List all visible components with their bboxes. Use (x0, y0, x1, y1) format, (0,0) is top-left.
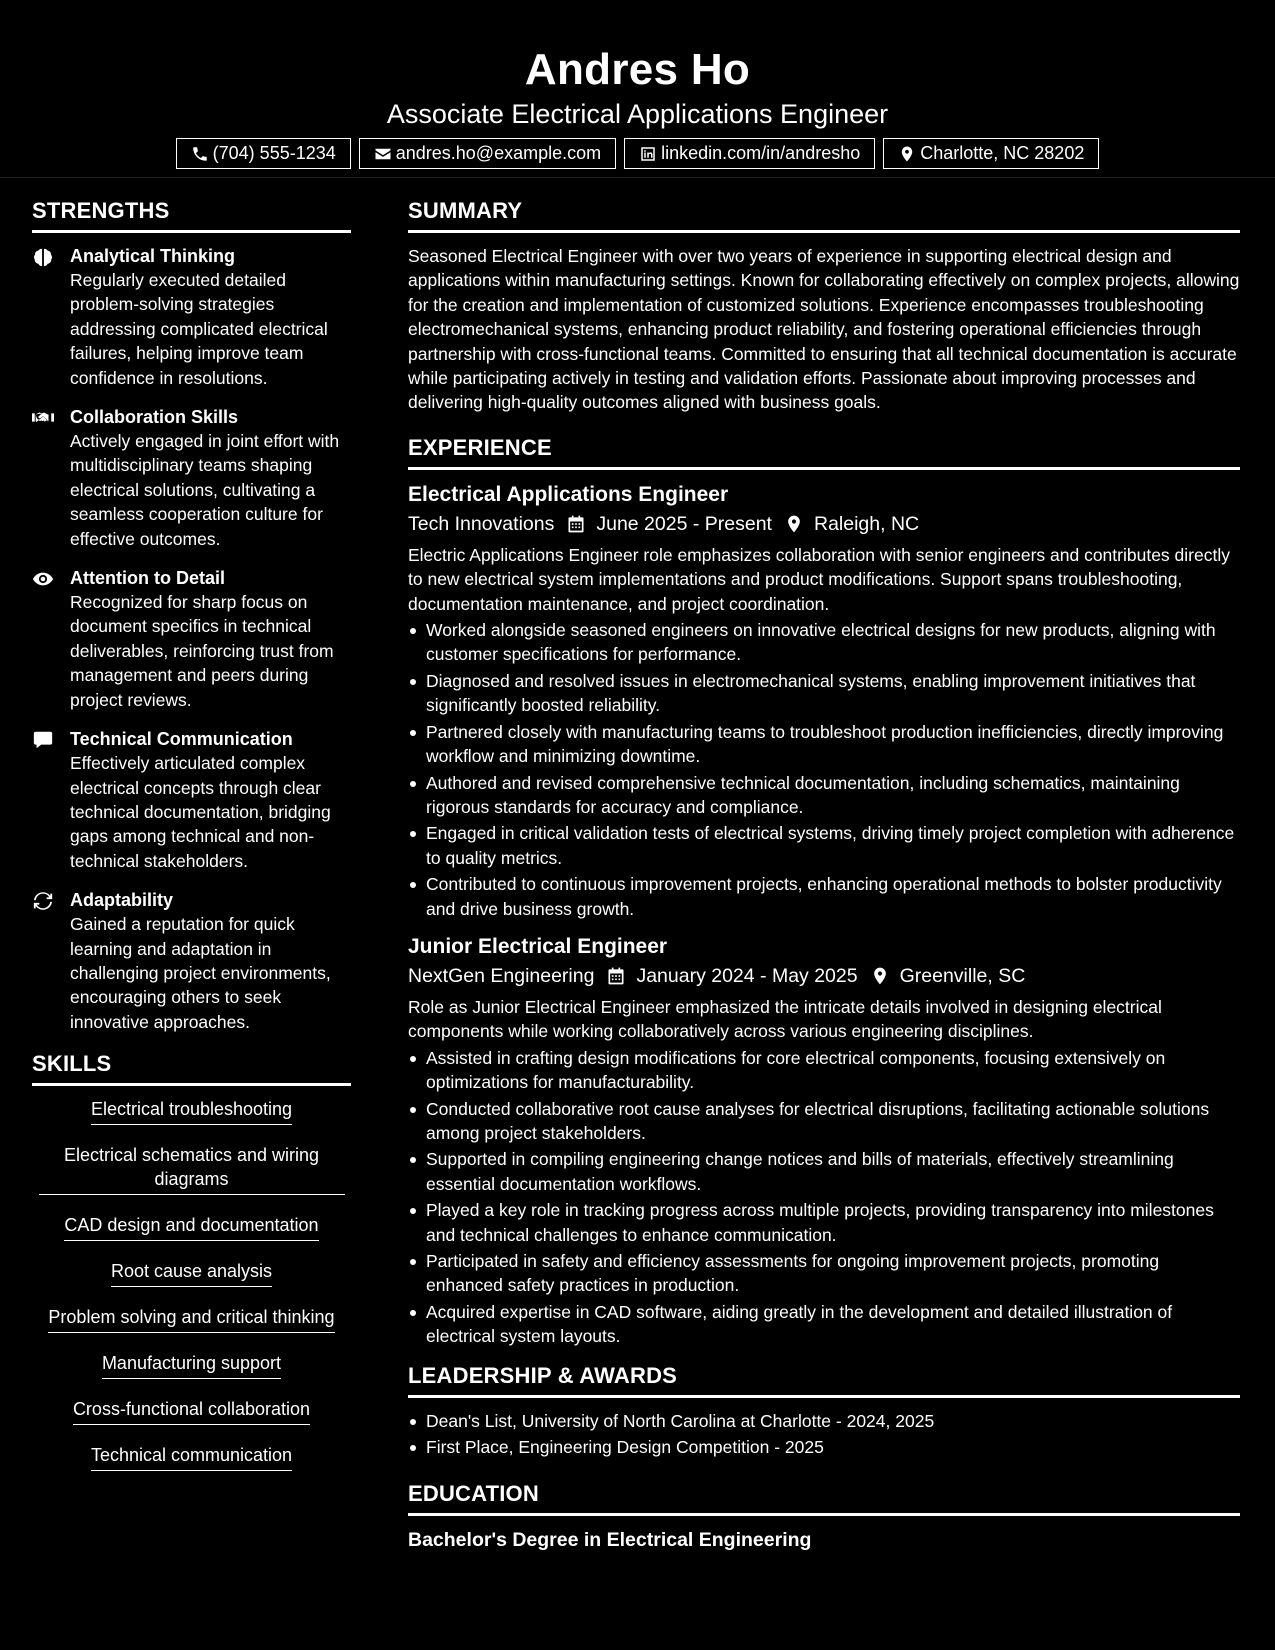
summary-heading: SUMMARY (408, 196, 1240, 233)
bullet-item: Supported in compiling engineering change notices and bills of materials, effectively streamlining essential documentation workflows. (408, 1147, 1240, 1196)
bullet-item: Conducted collaborative root cause analyses for electrical disruptions, facilitating actionable solutions among project stakeholders. (408, 1097, 1240, 1146)
contact-location[interactable] (883, 138, 1099, 169)
bullet-item: Worked alongside seasoned engineers on innovative electrical designs for new products, aligning with customer specifications for performance. (408, 618, 1240, 667)
strength-title: Analytical Thinking (70, 246, 236, 266)
skills-list (32, 1097, 351, 1489)
phone-icon (191, 145, 209, 163)
job-bullets (408, 1046, 1240, 1349)
resume-header (0, 0, 1275, 178)
strength-title: Adaptability (70, 890, 174, 911)
strength-desc: Effectively articulated complex electrical concepts through clear technical documentation, bridging gaps among technical and non-technical stakeholders. (70, 753, 331, 871)
left-column (32, 196, 351, 1489)
comment-icon (32, 729, 54, 751)
strength-item (32, 888, 351, 1034)
map-marker-icon (898, 145, 916, 163)
linkedin-text: linkedin.com/in/andresho (661, 143, 861, 163)
right-column (408, 196, 1240, 1553)
envelope-icon (374, 145, 392, 163)
contact-phone[interactable] (176, 138, 351, 169)
skills-heading: SKILLS (32, 1049, 351, 1086)
job-dates: January 2024 - May 2025 (636, 964, 858, 987)
skill-item: Cross-functional collaboration (73, 1397, 310, 1425)
candidate-name: Andres Ho (524, 45, 751, 94)
job-entry (408, 933, 1240, 1349)
bullet-item: Played a key role in tracking progress across multiple projects, providing transparency into milestones and technical challenges to enhance communication. (408, 1198, 1240, 1247)
awards-heading: LEADERSHIP & AWARDS (408, 1361, 1240, 1398)
strength-item (32, 566, 351, 712)
degree-title: Bachelor's Degree in Electrical Engineering (408, 1529, 812, 1552)
job-dates: June 2025 - Present (596, 512, 772, 535)
bullet-item: Authored and revised comprehensive technical documentation, including schematics, maintaining rigorous standards for accuracy and compliance. (408, 771, 1240, 820)
skill-item: Manufacturing support (102, 1351, 281, 1379)
strength-desc: Regularly executed detailed problem-solving strategies addressing complicated electrical failures, helping improve team confidence in resolutions. (70, 270, 328, 388)
strength-desc: Actively engaged in joint effort with multidisciplinary teams shaping electrical solutions, cultivating a seamless cooperation culture for effective outcomes. (70, 431, 340, 549)
job-title: Junior Electrical Engineer (408, 934, 668, 958)
strength-desc: Recognized for sharp focus on document specifics in technical deliverables, reinforcing trust from management and peers during project reviews. (70, 592, 334, 710)
award-item: First Place, Engineering Design Competition - 2025 (408, 1435, 1240, 1459)
job-entry (408, 481, 1240, 921)
strengths-heading: STRENGTHS (32, 196, 351, 233)
location-text: Charlotte, NC 28202 (920, 143, 1085, 163)
strength-title: Attention to Detail (70, 568, 225, 589)
job-location: Greenville, SC (899, 964, 1026, 987)
map-marker-icon (870, 966, 890, 986)
job-description: Electric Applications Engineer role emphasizes collaboration with senior engineers and contributes directly to new electrical system implementations and product modifications. Support spans troubleshooting, documentation maintenance, and project coordination. (408, 544, 1230, 614)
phone-text: (704) 555-1234 (212, 143, 336, 163)
summary-text: Seasoned Electrical Engineer with over two years of experience in supporting electrical design and applications within manufacturing settings. Known for collaborating effectively on complex projects, allowing for the creation and implementation of customized solutions. Experience encompasses troubleshooting electromechanical systems, enhancing product reliability, and fostering operational efficiencies through partnership with cross-functional teams. Committed to ensuring that all technical documentation is accurate while participating actively in testing and validation efforts. Passionate about improving processes and delivering high-quality outcomes aligned with business goals. (408, 246, 1240, 413)
job-meta (408, 961, 1240, 991)
skill-item: CAD design and documentation (64, 1213, 318, 1241)
strength-title: Collaboration Skills (70, 407, 239, 428)
skill-item: Electrical troubleshooting (91, 1097, 292, 1125)
calendar-icon (566, 514, 586, 534)
brain-icon (32, 246, 54, 268)
skill-item: Root cause analysis (111, 1259, 272, 1287)
bullet-item: Engaged in critical validation tests of electrical systems, driving timely project completion with adherence to quality metrics. (408, 821, 1240, 870)
contact-linkedin[interactable] (624, 138, 875, 169)
bullet-item: Participated in safety and efficiency assessments for ongoing improvement projects, promoting enhanced safety practices in production. (408, 1249, 1240, 1298)
linkedin-icon (639, 145, 657, 163)
sync-icon (32, 890, 54, 912)
award-item: Dean's List, University of North Carolina at Charlotte - 2024, 2025 (408, 1409, 1240, 1433)
handshake-icon (32, 407, 54, 429)
job-company: Tech Innovations (408, 512, 555, 535)
candidate-title: Associate Electrical Applications Engineer (386, 99, 889, 129)
contact-email[interactable] (359, 138, 616, 169)
bullet-item: Diagnosed and resolved issues in electromechanical systems, enabling improvement initiatives that significantly boosted reliability. (408, 669, 1240, 718)
contact-bar (0, 138, 1275, 169)
job-meta (408, 509, 1240, 539)
strength-item (32, 405, 351, 551)
bullet-item: Acquired expertise in CAD software, aiding greatly in the development and detailed illustration of electrical system layouts. (408, 1300, 1240, 1349)
awards-list (408, 1409, 1240, 1460)
job-company: NextGen Engineering (408, 964, 595, 987)
strength-desc: Gained a reputation for quick learning and adaptation in challenging project environments, encouraging others to seek innovative approaches. (70, 914, 331, 1032)
experience-heading: EXPERIENCE (408, 433, 1240, 470)
bullet-item: Partnered closely with manufacturing teams to troubleshoot production inefficiencies, directly improving workflow and minimizing downtime. (408, 720, 1240, 769)
bullet-item: Contributed to continuous improvement projects, enhancing operational methods to bolster productivity and drive business growth. (408, 872, 1240, 921)
strength-title: Technical Communication (70, 729, 293, 750)
skill-item: Problem solving and critical thinking (48, 1305, 334, 1333)
eye-icon (32, 568, 54, 590)
map-marker-icon (784, 514, 804, 534)
email-text: andres.ho@example.com (395, 143, 602, 163)
job-description: Role as Junior Electrical Engineer emphasized the intricate details involved in designing electrical components while working collaboratively across various engineering disciplines. (408, 996, 1162, 1042)
job-location: Raleigh, NC (813, 512, 920, 535)
strength-item (32, 727, 351, 873)
job-bullets (408, 618, 1240, 921)
calendar-icon (606, 966, 626, 986)
education-heading: EDUCATION (408, 1479, 1240, 1516)
strength-item (32, 244, 351, 390)
job-title: Electrical Applications Engineer (408, 482, 729, 506)
skill-item: Electrical schematics and wiring diagrams (39, 1143, 345, 1195)
skill-item: Technical communication (91, 1443, 292, 1471)
bullet-item: Assisted in crafting design modifications for core electrical components, focusing extensively on optimizations for manufacturability. (408, 1046, 1240, 1095)
